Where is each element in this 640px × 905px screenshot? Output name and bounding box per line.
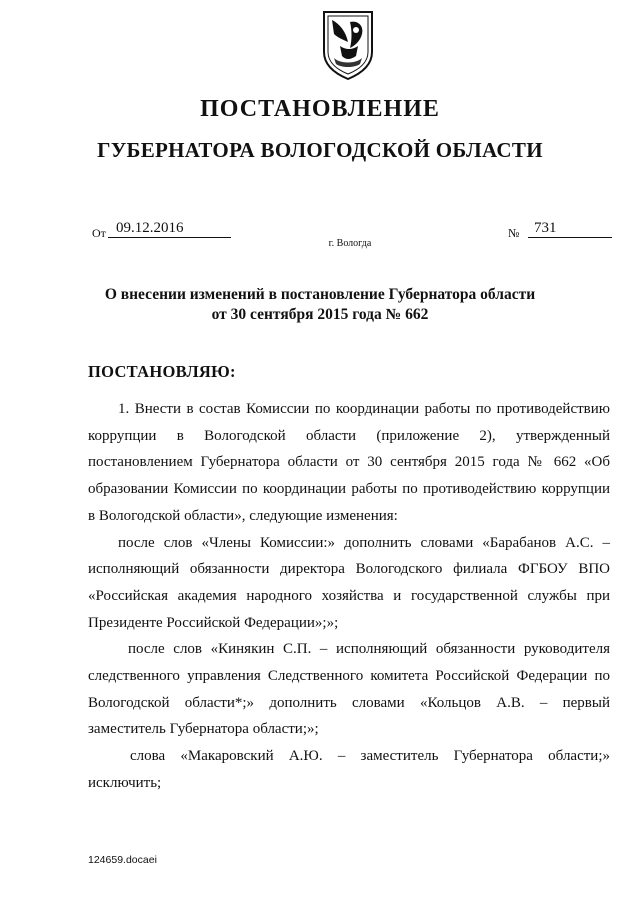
resolution-heading: ПОСТАНОВЛЯЮ: <box>88 362 236 381</box>
document-number: 731 <box>528 220 612 238</box>
subject-line-1: О внесении изменений в постановление Губернатора области <box>104 286 536 303</box>
number-prefix: № <box>508 226 520 240</box>
issuer-title: ГУБЕРНАТОРА ВОЛОГОДСКОЙ ОБЛАСТИ <box>97 138 543 162</box>
document-date: 09.12.2016 <box>108 220 231 238</box>
document-subject <box>60 285 580 325</box>
subject-line-2: от 30 сентября 2015 года № 662 <box>211 306 429 323</box>
document-body <box>88 396 610 797</box>
document-title: ПОСТАНОВЛЕНИЕ <box>200 96 440 122</box>
coat-of-arms-icon <box>320 8 376 82</box>
date-prefix: От <box>92 226 106 240</box>
file-identifier: 124659.docaei <box>88 854 157 866</box>
paragraph-4: слова «Макаровский А.Ю. – заместитель Губернатора области;» исключить; <box>88 748 610 791</box>
city-label: г. Вологда <box>328 238 372 249</box>
paragraph-3: после слов «Кинякин С.П. – исполняющий обязанности руководителя следственного управления Следственного комитета Российской Федерации по Вологодской области*;» дополнить словами «Кольцов А.В. – первый заместитель Губернатора области;»; <box>88 641 610 738</box>
paragraph-1: 1. Внести в состав Комиссии по координации работы по противодействию коррупции в Вологодской области (приложение 2), утвержденный постановлением Губернатора области от 30 сентября 2015 года № 662 «Об образовании Комиссии по координации работы по противодействию коррупции в Вологодской области», следующие изменения: <box>88 401 610 524</box>
paragraph-2: после слов «Члены Комиссии:» дополнить словами «Барабанов А.С. – исполняющий обязанности директора Вологодского филиала ФГБОУ ВПО «Российская академия народного хозяйства и государственной службы при Президенте Российской Федерации»;»; <box>88 534 610 631</box>
